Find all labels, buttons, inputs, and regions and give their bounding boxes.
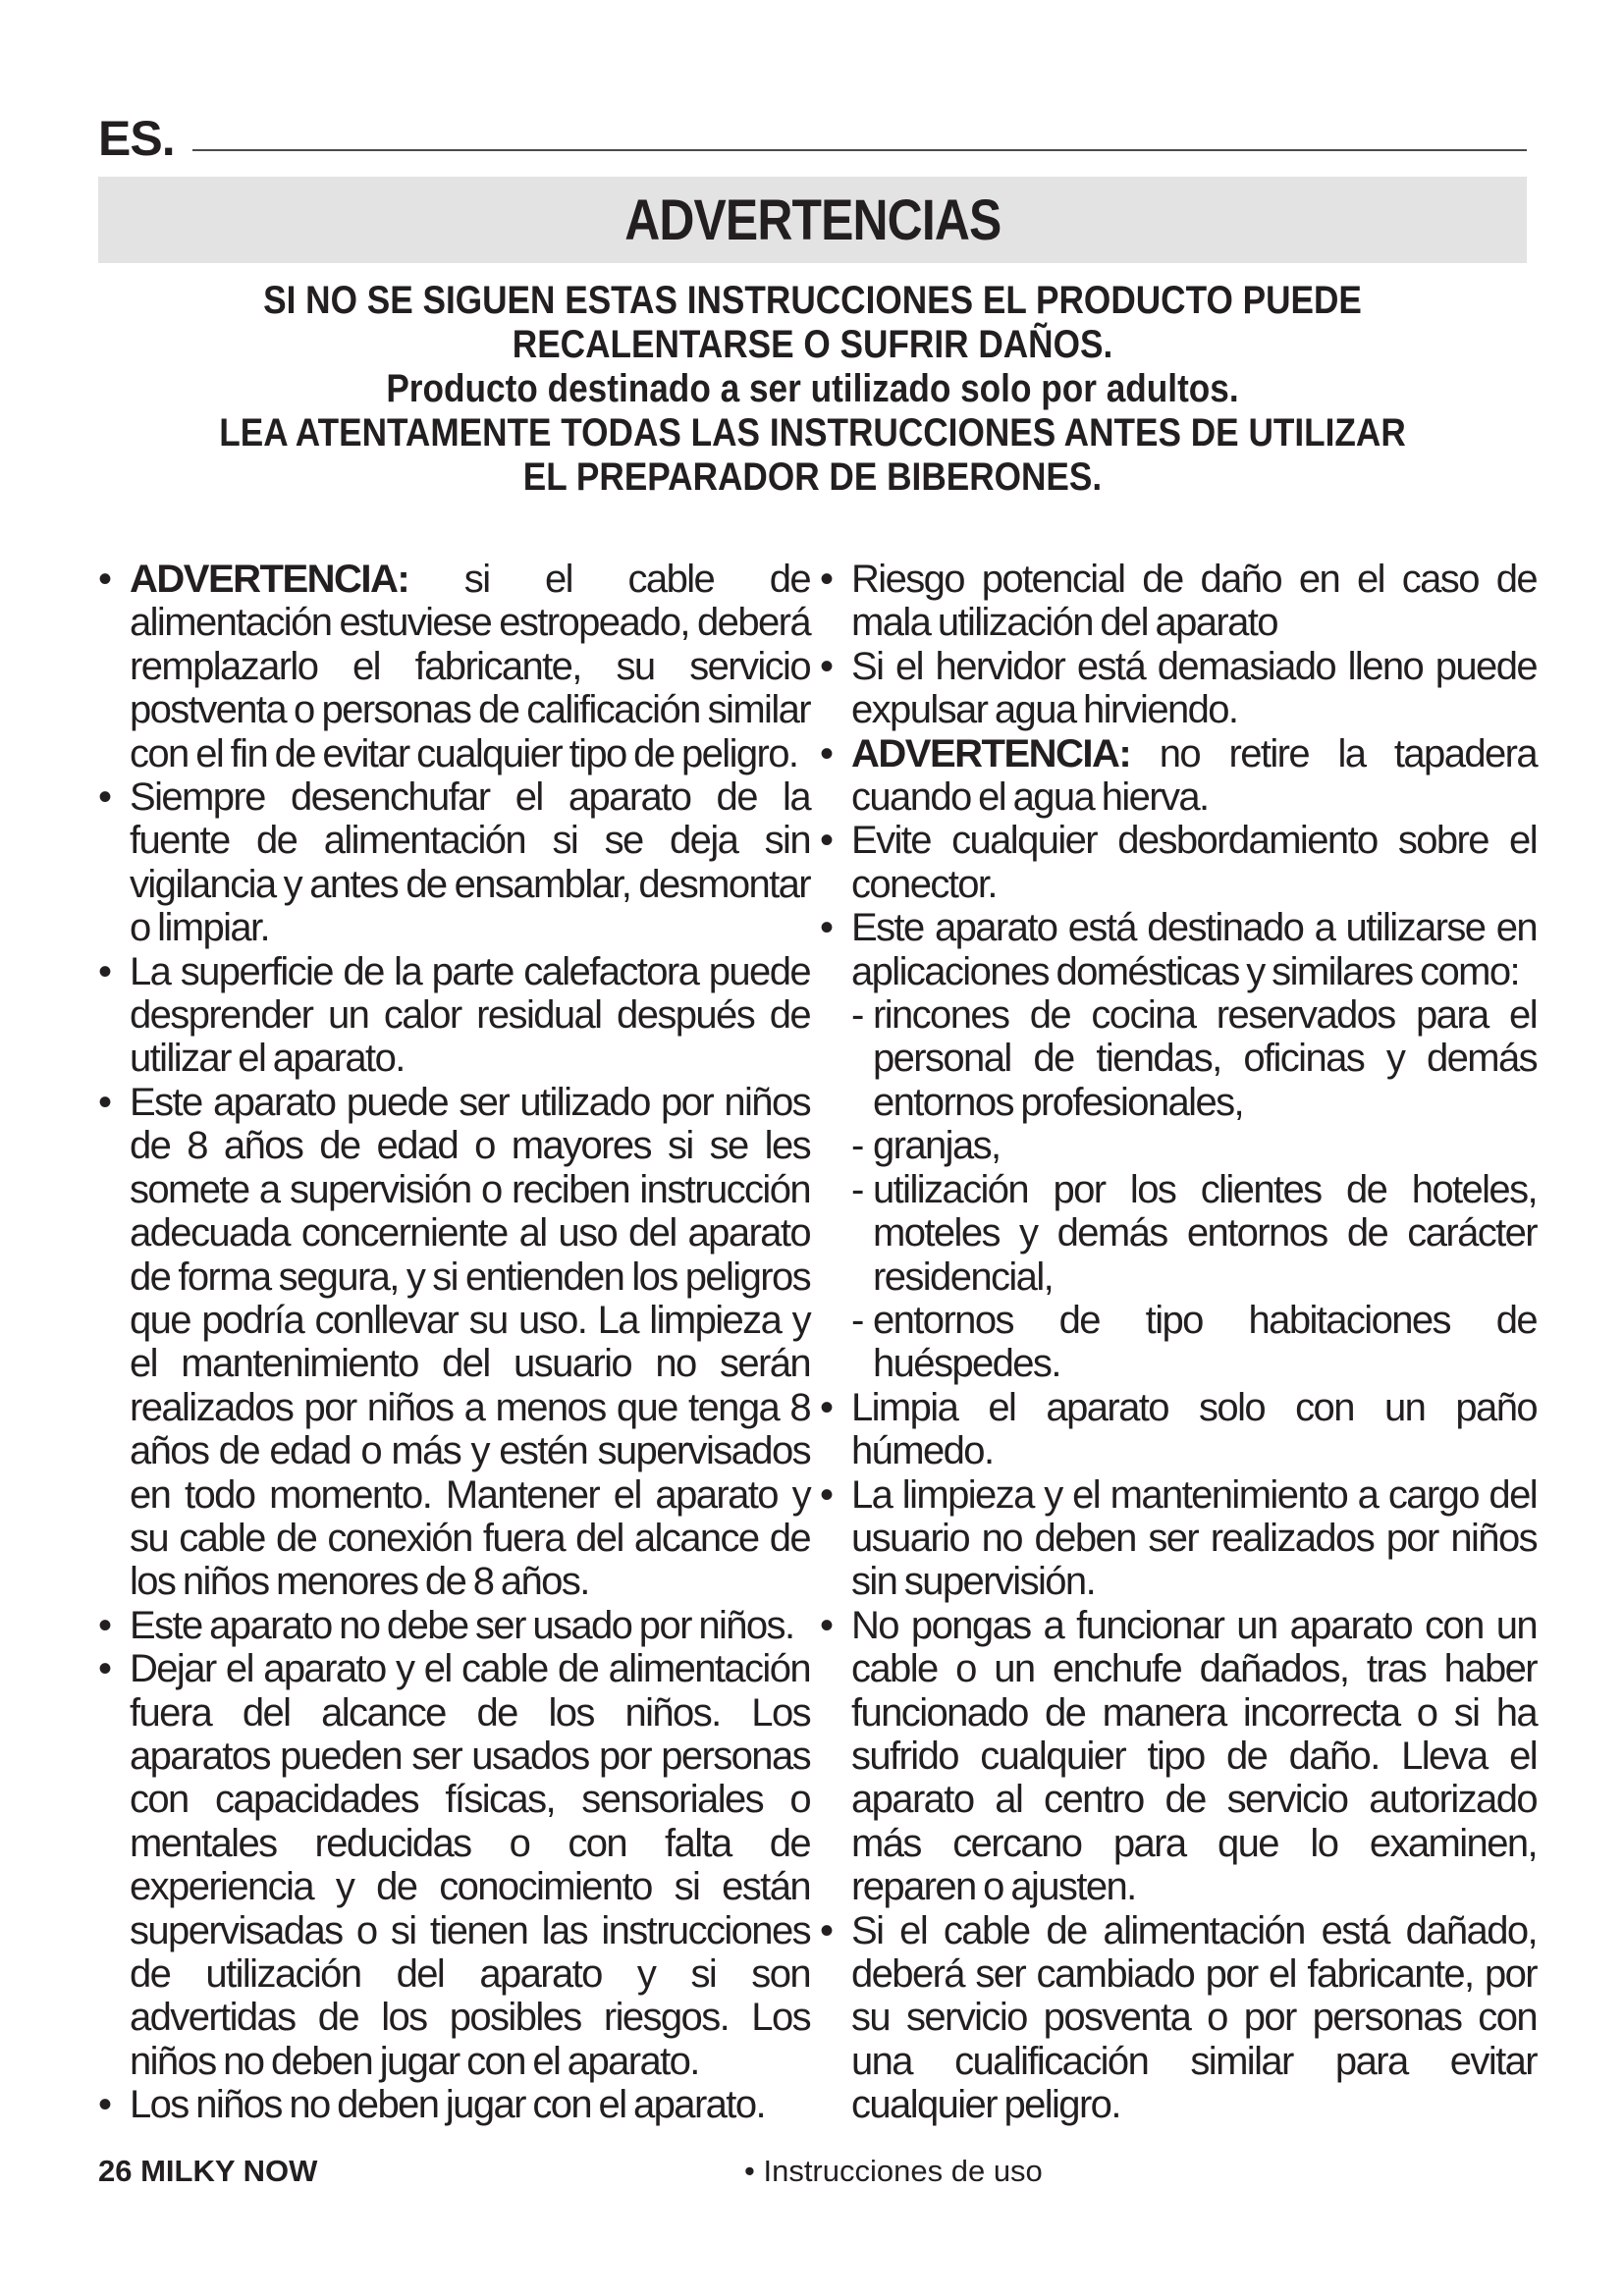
intro-line-3: Producto destinado a ser utilizado solo por adultos. xyxy=(386,367,1239,410)
list-item xyxy=(820,906,1537,1385)
warning-text: si el cable de alimentación estuviese estropeado, deberá remplazarlo el fabricante, su servicio postventa o personas de calificación similar con el fin de evitar cualquier tipo de peligro. xyxy=(130,558,810,775)
sublist-item: - rincones de cocina reservados para el personal de tiendas, oficinas y demás entornos profesionales, xyxy=(851,993,1537,1124)
footer-page-label: 26 MILKY NOW xyxy=(98,2154,318,2188)
list-item: • Si el hervidor está demasiado lleno puede expulsar agua hirviendo. xyxy=(820,645,1537,732)
usage-sublist xyxy=(851,993,1537,1386)
warning-list-left xyxy=(98,558,810,2127)
list-item: • La limpieza y el mantenimiento a cargo del usuario no deben ser realizados por niños sin supervisión. xyxy=(820,1473,1537,1604)
sublist-item: - granjas, xyxy=(851,1124,1537,1167)
intro-line-4: LEA ATENTAMENTE TODAS LAS INSTRUCCIONES ANTES DE UTILIZAR xyxy=(219,411,1406,454)
warning-list-right xyxy=(820,558,1537,2127)
left-column xyxy=(98,558,810,2127)
list-item: • La superficie de la parte calefactora puede desprender un calor residual después de utilizar el aparato. xyxy=(98,950,810,1081)
list-item: • Este aparato puede ser utilizado por niños de 8 años de edad o mayores si se les somete a supervisión o reciben instrucción adecuada concerniente al uso del aparato de forma segura, y si entienden los peligros que podría conllevar su uso. La limpieza y el mantenimiento del usuario no serán realizados por niños a menos que tenga 8 años de edad o más y estén supervisados en todo momento. Mantener el aparato y su cable de conexión fuera del alcance de los niños menores de 8 años. xyxy=(98,1081,810,1604)
list-item: • Si el cable de alimentación está dañado, deberá ser cambiado por el fabricante, por su servicio posventa o por personas con una cualificación similar para evitar cualquier peligro. xyxy=(820,1909,1537,2127)
list-item: • Los niños no deben jugar con el aparato. xyxy=(98,2083,810,2126)
list-item xyxy=(98,558,810,775)
list-item: • Evite cualquier desbordamiento sobre el conector. xyxy=(820,819,1537,906)
list-item: • No pongas a funcionar un aparato con un cable o un enchufe dañados, tras haber funcionado de manera incorrecta o si ha sufrido cualquier tipo de daño. Lleva el aparato al centro de servicio autorizado más cercano para que lo examinen, reparen o ajusten. xyxy=(820,1604,1537,1909)
intro-block xyxy=(98,279,1527,500)
title-band xyxy=(98,177,1527,263)
intro-line-1: SI NO SE SIGUEN ESTAS INSTRUCCIONES EL PRODUCTO PUEDE xyxy=(263,279,1362,322)
list-item: • Dejar el aparato y el cable de alimentación fuera del alcance de los niños. Los aparatos pueden ser usados por personas con capacidades físicas, sensoriales o mentales reducidas o con falta de experiencia y de conocimiento si están supervisadas o si tienen las instrucciones de utilización del aparato y si son advertidas de los posibles riesgos. Los niños no deben jugar con el aparato. xyxy=(98,1647,810,2083)
sublist-item: - entornos de tipo habitaciones de huéspedes. xyxy=(851,1299,1537,1386)
warning-label: ADVERTENCIA: xyxy=(130,558,409,601)
intro-line-5: EL PREPARADOR DE BIBERONES. xyxy=(522,455,1103,499)
list-item: • Riesgo potencial de daño en el caso de mala utilización del aparato xyxy=(820,558,1537,645)
list-item-text: Este aparato está destinado a utilizarse en aplicaciones domésticas y similares como: xyxy=(851,906,1537,993)
intro-line-2: RECALENTARSE O SUFRIR DAÑOS. xyxy=(512,323,1113,366)
list-item: • Este aparato no debe ser usado por niños. xyxy=(98,1604,810,1647)
footer-section-label: • Instrucciones de uso xyxy=(744,2154,1043,2188)
page-title: ADVERTENCIAS xyxy=(623,187,1001,252)
right-column xyxy=(820,558,1537,2127)
warning-label: ADVERTENCIA: xyxy=(851,731,1131,775)
header-rule xyxy=(192,149,1527,151)
sublist-item: - utilización por los clientes de hoteles, moteles y demás entornos de carácter residencial, xyxy=(851,1168,1537,1299)
list-item xyxy=(820,732,1537,820)
list-item: • Siempre desenchufar el aparato de la fuente de alimentación si se deja sin vigilancia y antes de ensamblar, desmontar o limpiar. xyxy=(98,775,810,950)
language-header xyxy=(98,110,1527,169)
language-code: ES. xyxy=(98,111,175,166)
warning-text: no retire la tapadera cuando el agua hierva. xyxy=(851,731,1537,820)
list-item: • Limpia el aparato solo con un paño húmedo. xyxy=(820,1386,1537,1473)
